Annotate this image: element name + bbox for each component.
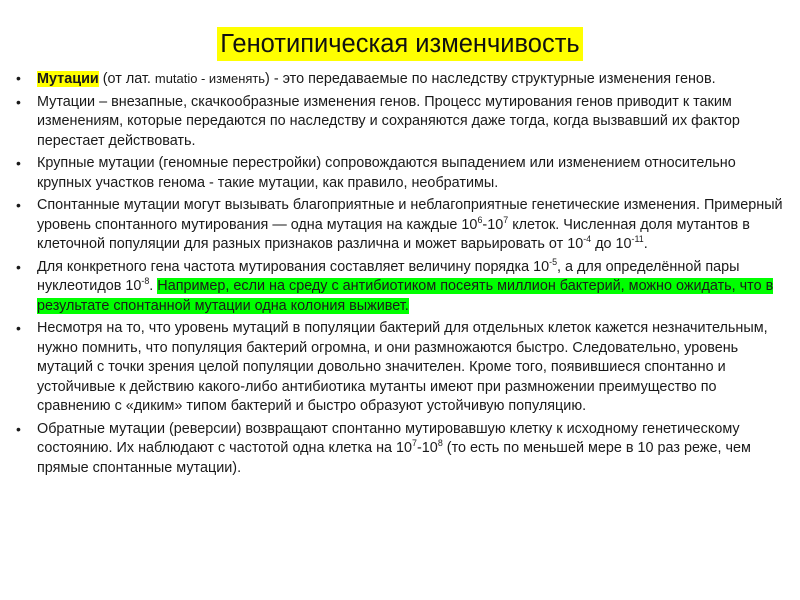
text-segment: (то есть по меньшей мере в 10 раз реже, чем прямые спонтанные мутации).: [37, 440, 751, 476]
text-segment: до 10: [591, 236, 632, 253]
term-highlight: Мутации: [37, 71, 99, 87]
example-highlight: Например, если на среду с антибиотиком посеять миллион бактерий, можно ожидать, что в результате спонтанной мутации одна колония выживет.: [37, 278, 774, 314]
text-segment: Обратные мутации (реверсии) возвращают спонтанно мутировавшую клетку к исходному генетическому состоянию. Их наблюдают с частотой одна клетка на 10: [37, 420, 740, 457]
paragraph-text: Крупные мутации (геномные перестройки) сопровождаются выпадением или изменением относительно крупных участков генома - такие мутации, как правило, необратимы.: [37, 155, 736, 191]
bullet-dot-icon: •: [16, 197, 21, 214]
text-segment: (от лат.: [98, 71, 155, 87]
text-segment: -10: [417, 440, 438, 457]
bullet-item-population: [14, 319, 786, 416]
bullet-item-reversions: [14, 420, 786, 478]
superscript: 7: [412, 438, 417, 449]
text-segment: ) - это передаваемые по наследству структурные изменения генов.: [265, 71, 716, 87]
superscript: 6: [477, 214, 483, 225]
superscript: 7: [503, 214, 509, 225]
superscript: -5: [549, 257, 558, 268]
bullet-dot-icon: •: [16, 93, 21, 110]
text-segment: .: [149, 278, 158, 295]
bullet-dot-icon: •: [16, 420, 21, 437]
text-segment: Для конкретного гена частота мутирования составляет величину порядка 10: [37, 258, 550, 275]
bullet-dot-icon: •: [16, 258, 21, 275]
text-segment: .: [643, 236, 648, 253]
superscript: -8: [141, 276, 150, 287]
superscript: -11: [631, 234, 644, 245]
text-segment: Спонтанные мутации могут вызывать благоприятные и неблагоприятные генетические изменения. Примерный уровень спонтанного мутирования — одна мутация на каждые 10: [37, 197, 783, 233]
bullet-item-definition: [14, 69, 786, 89]
bullet-dot-icon: •: [16, 155, 21, 172]
bullet-item-sudden: [14, 93, 786, 151]
text-segment: -10: [482, 216, 504, 233]
text-segment: клеток. Численная доля мутантов в клеточной популяции для разных признаков различна и может варьировать от 10: [37, 216, 750, 253]
superscript: 8: [437, 438, 443, 449]
bullet-item-spontaneous: [14, 196, 786, 254]
bullet-list: [14, 69, 786, 481]
bullet-item-large: [14, 154, 786, 193]
superscript: -4: [583, 234, 592, 245]
title-container: [0, 27, 800, 61]
slide-title: Генотипическая изменчивость: [217, 27, 582, 61]
paragraph-text: Несмотря на то, что уровень мутаций в популяции бактерий для отдельных клеток кажется незначительным, нужно помнить, что популяция бактерий огромна, и они размножаются быстро. Следовательно, уровень мутаций с точки зрения целой популяции довольно значителен. Кроме того, появившиеся спонтанно и устойчивые к действию какого-либо антибиотика мутанты имеют при размножении преимущество по сравнению с «диким» типом бактерий и быстро образуют устойчивую популяцию.: [37, 320, 768, 414]
latin-term: mutatio - изменять: [154, 71, 266, 86]
text-segment: , а для определённой пары нуклеотидов 10: [37, 258, 740, 295]
bullet-dot-icon: •: [16, 70, 21, 86]
bullet-item-gene-frequency: [14, 258, 786, 316]
paragraph-text: Мутации – внезапные, скачкообразные изменения генов. Процесс мутирования генов приводит к таким изменениям, которые передаются по наследству и сохраняются даже тогда, когда вызвавший их фактор перестает действовать.: [37, 93, 740, 149]
bullet-dot-icon: •: [16, 320, 21, 337]
